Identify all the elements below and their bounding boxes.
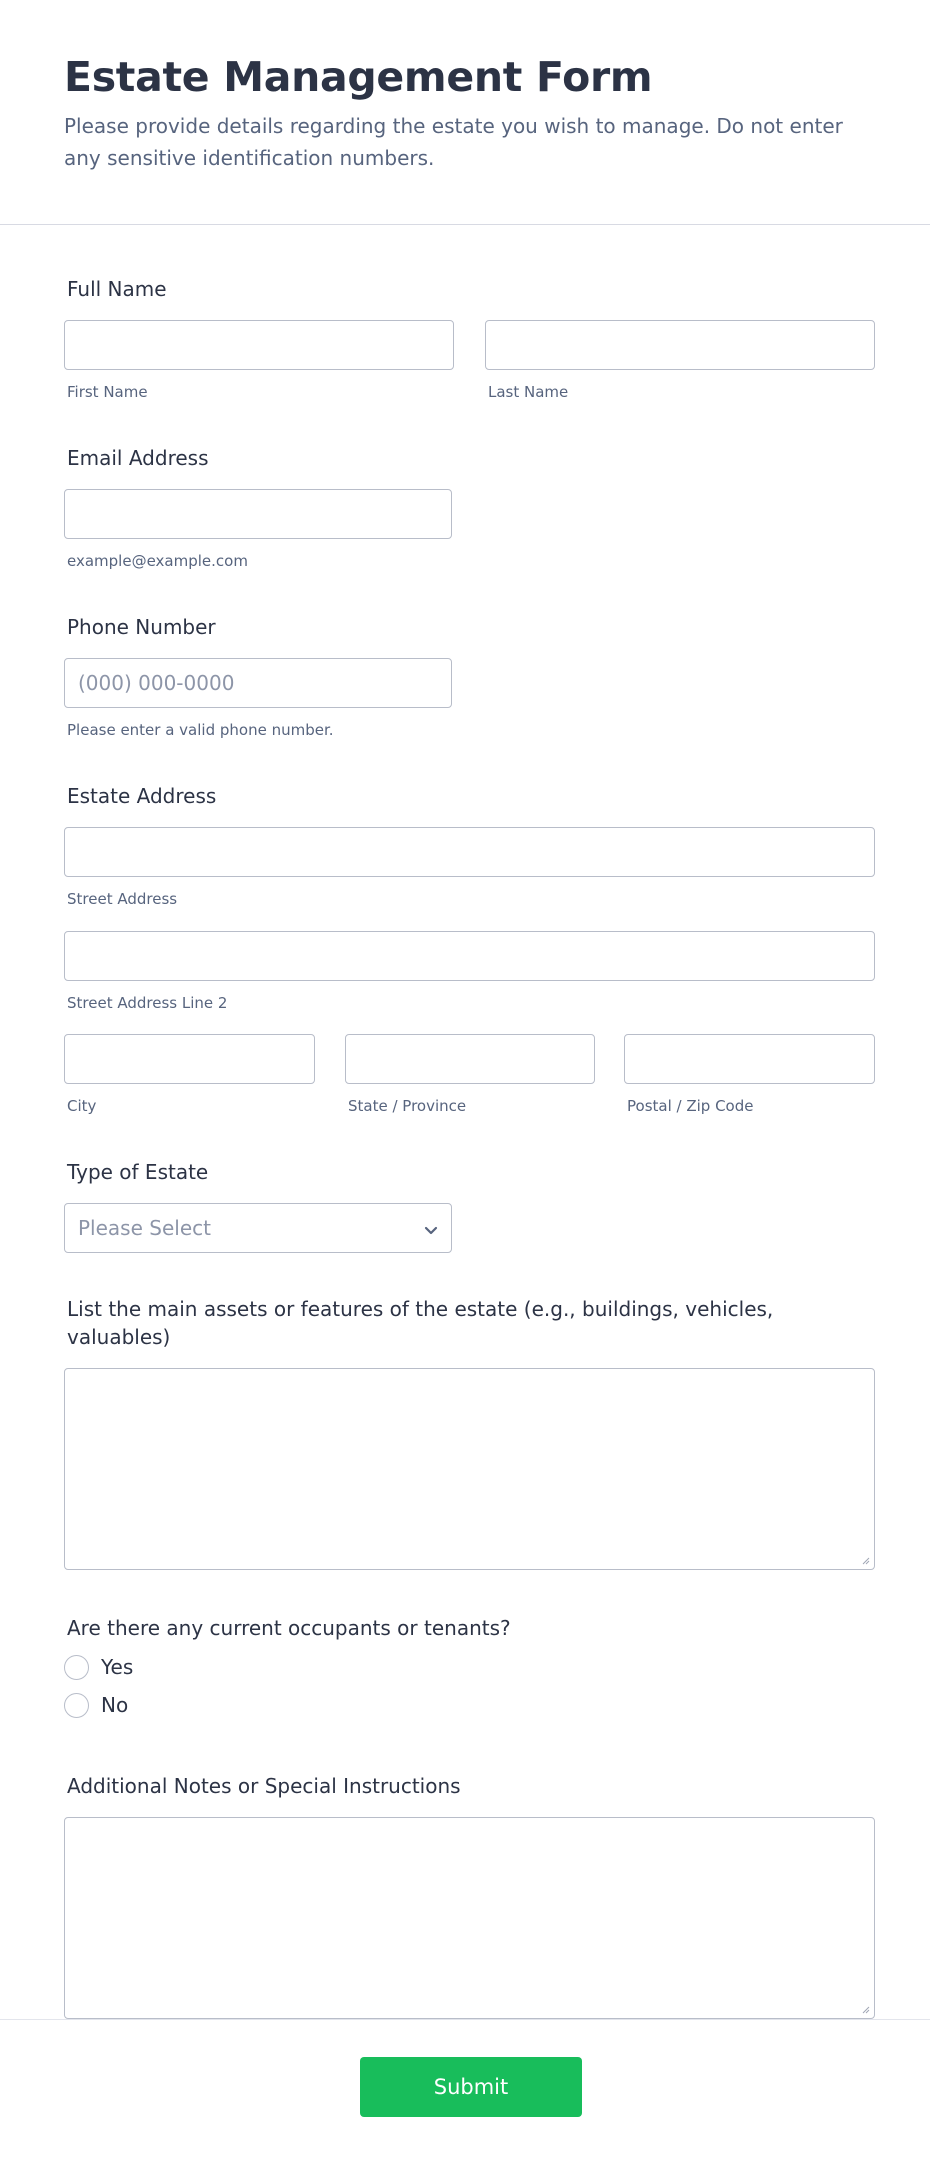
first-name-sublabel: First Name xyxy=(67,383,148,401)
city-input[interactable] xyxy=(64,1034,315,1084)
last-name-input[interactable] xyxy=(485,320,875,370)
phone-field xyxy=(64,613,866,740)
page-subtitle: Please provide details regarding the estate you wish to manage. Do not enter any sensitive identification numbers. xyxy=(64,114,843,170)
notes-label: Additional Notes or Special Instructions xyxy=(67,1774,461,1798)
notes-textarea[interactable] xyxy=(64,1817,875,2019)
email-sublabel: example@example.com xyxy=(67,552,248,570)
street-address-line2-input[interactable] xyxy=(64,931,875,981)
assets-label: List the main assets or features of the estate (e.g., buildings, vehicles, valuables) xyxy=(67,1297,774,1349)
page-title: Estate Management Form xyxy=(64,53,653,101)
phone-sublabel: Please enter a valid phone number. xyxy=(67,721,334,739)
estate-type-select[interactable] xyxy=(64,1203,452,1253)
email-input[interactable] xyxy=(64,489,452,539)
occupants-option-yes[interactable] xyxy=(64,1648,866,1686)
street-address-line2-sublabel: Street Address Line 2 xyxy=(67,994,228,1012)
full-name-label: Full Name xyxy=(67,277,167,301)
estate-type-label: Type of Estate xyxy=(67,1160,209,1184)
assets-textarea[interactable] xyxy=(64,1368,875,1570)
zip-input[interactable] xyxy=(624,1034,875,1084)
form-header xyxy=(0,0,930,225)
chevron-down-icon xyxy=(424,1216,438,1240)
assets-field xyxy=(64,1295,866,1570)
resize-grip-icon[interactable] xyxy=(861,2005,870,2014)
email-field xyxy=(64,444,866,571)
state-sublabel: State / Province xyxy=(348,1097,467,1115)
address-field xyxy=(64,782,866,1116)
street-address-input[interactable] xyxy=(64,827,875,877)
estate-type-field xyxy=(64,1158,866,1253)
first-name-input[interactable] xyxy=(64,320,454,370)
address-label: Estate Address xyxy=(67,784,217,808)
radio-yes-label: Yes xyxy=(101,1655,134,1679)
phone-input[interactable] xyxy=(64,658,452,708)
submit-button[interactable]: Submit xyxy=(360,2057,582,2117)
phone-label: Phone Number xyxy=(67,615,216,639)
radio-no[interactable] xyxy=(64,1693,89,1718)
form-footer xyxy=(0,2019,930,2167)
zip-sublabel: Postal / Zip Code xyxy=(627,1097,754,1115)
street-address-sublabel: Street Address xyxy=(67,890,178,908)
radio-yes[interactable] xyxy=(64,1655,89,1680)
email-label: Email Address xyxy=(67,446,209,470)
resize-grip-icon[interactable] xyxy=(861,1556,870,1565)
state-input[interactable] xyxy=(345,1034,595,1084)
radio-no-label: No xyxy=(101,1693,129,1717)
estate-type-selected: Please Select xyxy=(78,1216,211,1240)
last-name-sublabel: Last Name xyxy=(488,383,569,401)
full-name-field xyxy=(64,275,866,402)
occupants-option-no[interactable] xyxy=(64,1686,866,1724)
city-sublabel: City xyxy=(67,1097,97,1115)
occupants-label: Are there any current occupants or tenants? xyxy=(67,1616,511,1640)
notes-field xyxy=(64,1772,866,2019)
occupants-field xyxy=(64,1614,866,1724)
form-body xyxy=(0,275,930,2019)
